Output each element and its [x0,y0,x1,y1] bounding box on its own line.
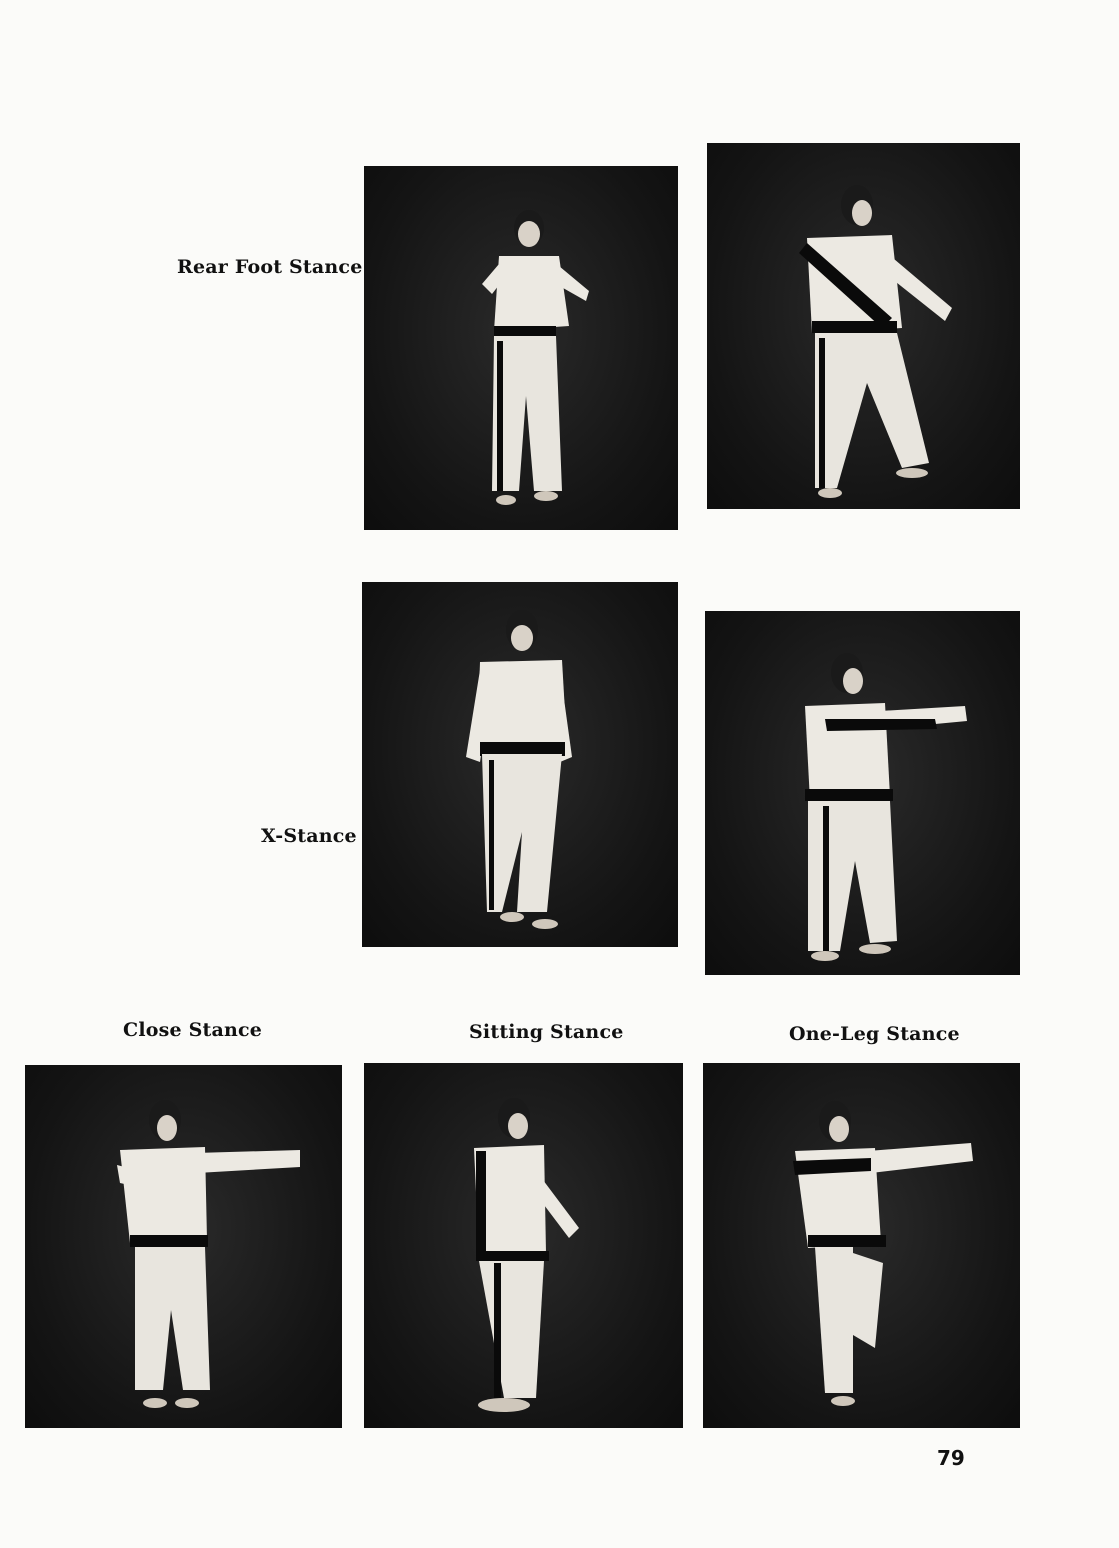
figure-illustration [703,1063,1020,1428]
rear-foot-stance-caption: Rear Foot Stance [177,256,363,278]
sitting-stance-photo [364,1063,683,1428]
figure-illustration [364,166,678,530]
one-leg-stance-caption: One-Leg Stance [789,1023,960,1045]
figure-illustration [364,1063,683,1428]
figure-illustration [362,582,678,947]
one-leg-stance-photo [703,1063,1020,1428]
x-stance-side-photo [705,611,1020,975]
figure-illustration [707,143,1020,509]
rear-foot-stance-side-photo [707,143,1020,509]
x-stance-front-photo [362,582,678,947]
page-number: 79 [937,1446,965,1470]
close-stance-caption: Close Stance [123,1019,263,1041]
close-stance-photo [25,1065,342,1428]
rear-foot-stance-front-photo [364,166,678,530]
sitting-stance-caption: Sitting Stance [469,1021,624,1043]
figure-illustration [705,611,1020,975]
x-stance-caption: X-Stance [261,825,357,847]
figure-illustration [25,1065,342,1428]
